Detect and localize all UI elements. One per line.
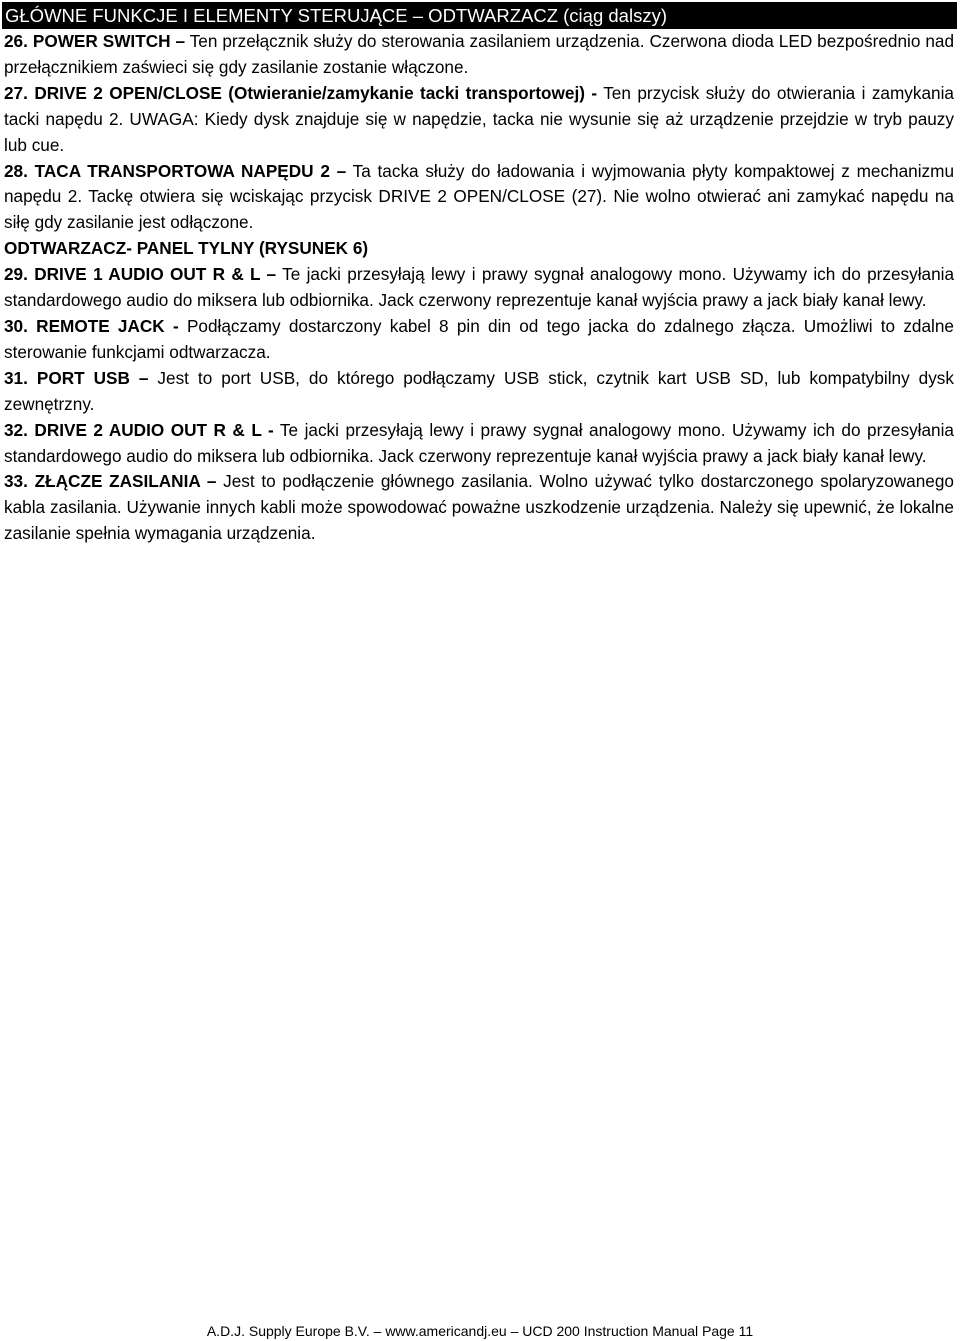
item-text: Ta tacka służy do ładowania i wyjmowania płyty kompaktowej z mechanizmu napędu 2. Tackę otwiera się wciskając przycisk DRIVE 2 OPEN/CLOSE (27). Nie wolno otwierać ani zamykać napędu na siłę gdy zasilanie jest odłączone. [4,160,955,233]
item-28 [4,159,954,237]
item-number: 29. [4,264,28,285]
item-text: Jest to port USB, do którego podłączamy USB stick, czytnik kart USB SD, lub kompatybilny dysk zewnętrzny. [4,367,954,414]
item-title: REMOTE JACK - [36,315,179,336]
item-title: DRIVE 2 AUDIO OUT R & L - [34,419,274,440]
item-29 [4,262,954,314]
item-text: Jest to podłączenie głównego zasilania. Wolno używać tylko dostarczonego spolaryzowanego kabla zasilania. Używanie innych kabli może spowodować poważne uszkodzenie urządzenia. Należy się upewnić, że lokalne zasilanie spełnia wymagania urządzenia. [4,471,954,544]
section-title-rear-panel: ODTWARZACZ- PANEL TYLNY (RYSUNEK 6) [4,238,369,259]
page-header-title: GŁÓWNE FUNKCJE I ELEMENTY STERUJĄCE – ODTWARZACZ (ciąg dalszy) [5,5,667,26]
page-footer [0,1321,960,1341]
item-text: Te jacki przesyłają lewy i prawy sygnał analogowy mono. Używamy ich do przesyłania standardowego audio do miksera lub odbiornika. Jack czerwony reprezentuje kanał wyjścia prawy a jack biały kanał lewy. [4,264,955,311]
item-31 [4,366,954,418]
item-number: 27. [4,82,28,103]
item-text: Podłączamy dostarczony kabel 8 pin din od tego jacka do zdalnego złącza. Umożliwi to zdalne sterowanie funkcjami odtwarzacza. [4,315,954,362]
item-number: 32. [4,419,28,440]
item-number: 28. [4,160,28,181]
item-number: 26. [4,31,28,51]
item-number: 31. [4,367,28,388]
item-26 [4,29,954,81]
item-title: DRIVE 1 AUDIO OUT R & L – [34,264,277,285]
item-text: Ten przycisk służy do otwierania i zamykania tacki napędu 2. UWAGA: Kiedy dysk znajduje się w napędzie, tacka nie wysunie się aż urządzenie przejdzie w tryb pauzy lub cue. [4,82,954,155]
item-27 [4,81,954,159]
item-number: 33. [4,471,28,492]
item-number: 30. [4,315,28,336]
footer-text: A.D.J. Supply Europe B.V. – www.americandj.eu – UCD 200 Instruction Manual Page 11 [206,1323,754,1339]
item-title: POWER SWITCH – [32,31,186,51]
item-title: TACA TRANSPORTOWA NAPĘDU 2 – [34,160,347,181]
item-33 [4,469,954,547]
item-title: PORT USB – [36,367,149,388]
item-title: ZŁĄCZE ZASILANIA – [34,471,217,492]
item-30 [4,314,954,366]
page-content [4,29,954,547]
item-title: DRIVE 2 OPEN/CLOSE (Otwieranie/zamykanie tacki transportowej) - [34,82,598,103]
page-header-bar [2,2,957,29]
item-32 [4,418,954,470]
item-text: Te jacki przesyłają lewy i prawy sygnał analogowy mono. Używamy ich do przesyłania standardowego audio do miksera lub odbiornika. Jack czerwony reprezentuje kanał wyjścia prawy a jack biały kanał lewy. [4,419,954,466]
item-text: Ten przełącznik służy do sterowania zasilaniem urządzenia. Czerwona dioda LED bezpośrednio nad przełącznikiem zaświeci się gdy zasilanie zostanie włączone. [4,31,955,77]
